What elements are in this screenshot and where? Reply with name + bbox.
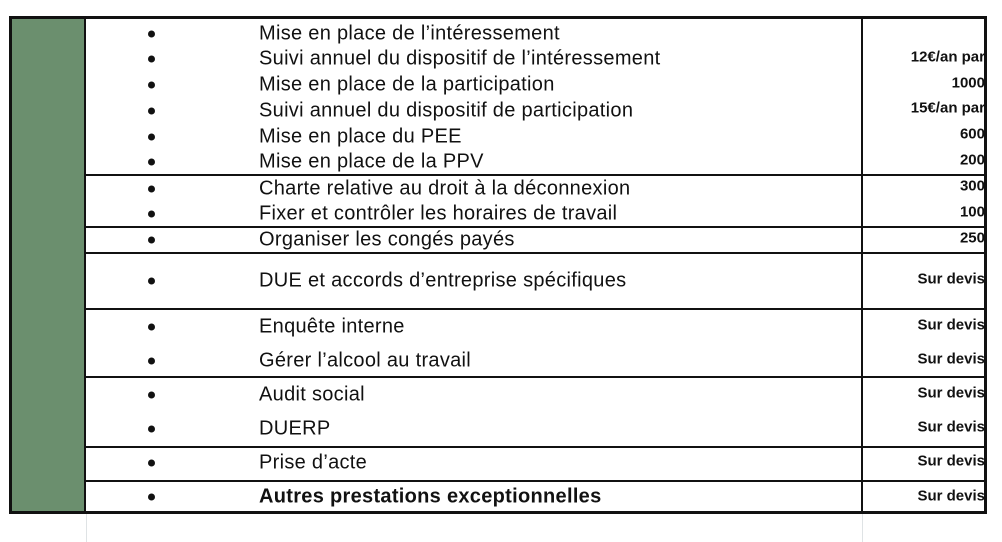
- price-cell: 250: [959, 229, 985, 247]
- bullet-icon: [148, 426, 155, 433]
- service-label: DUERP: [259, 417, 331, 440]
- table-row: [86, 176, 862, 202]
- bullet-icon: [148, 56, 155, 63]
- service-label: Charte relative au droit à la déconnexion: [259, 177, 631, 200]
- service-label: Audit social: [259, 383, 365, 406]
- table-row: [86, 72, 862, 98]
- service-label: Mise en place du PEE: [259, 125, 462, 148]
- service-label: Suivi annuel du dispositif de l’intéressement: [259, 47, 661, 70]
- price-cell: Sur devis: [917, 384, 985, 402]
- table-row: [86, 98, 862, 124]
- price-cell: 200: [959, 151, 985, 169]
- price-cell: Sur devis: [917, 316, 985, 334]
- table-row: [86, 149, 862, 175]
- service-label: Enquête interne: [259, 315, 405, 338]
- price-cell: 300: [959, 177, 985, 195]
- bullet-icon: [148, 358, 155, 365]
- service-label: Mise en place de la participation: [259, 73, 555, 96]
- faint-gridline: [86, 514, 87, 542]
- bullet-icon: [148, 134, 155, 141]
- price-cell: Sur devis: [917, 270, 985, 288]
- bullet-icon: [148, 211, 155, 218]
- section-divider: [85, 446, 987, 448]
- bullet-icon: [148, 82, 155, 89]
- bullet-icon: [148, 108, 155, 115]
- table-row: [86, 382, 862, 408]
- table-row: [86, 227, 862, 253]
- table-row: [86, 348, 862, 374]
- price-cell: Sur devis: [917, 487, 985, 505]
- table-row: [86, 314, 862, 340]
- price-cell: 15€/an par: [910, 99, 985, 117]
- table-row: [86, 46, 862, 72]
- service-label: Mise en place de l’intéressement: [259, 22, 560, 45]
- price-cell: 12€/an par: [910, 48, 985, 66]
- service-label: Suivi annuel du dispositif de participation: [259, 99, 634, 122]
- service-label: Gérer l’alcool au travail: [259, 349, 472, 372]
- bullet-icon: [148, 324, 155, 331]
- service-label: Autres prestations exceptionnelles: [259, 485, 602, 508]
- service-label: Fixer et contrôler les horaires de travail: [259, 202, 618, 225]
- bullet-icon: [148, 159, 155, 166]
- bullet-icon: [148, 494, 155, 501]
- table-row: [86, 484, 862, 510]
- price-cell: 1000: [951, 74, 985, 92]
- table-row: [86, 268, 862, 294]
- bullet-icon: [148, 460, 155, 467]
- table-row: [86, 201, 862, 227]
- price-cell: Sur devis: [917, 350, 985, 368]
- bullet-icon: [148, 31, 155, 38]
- price-cell: 600: [959, 125, 985, 143]
- section-divider: [85, 480, 987, 482]
- section-divider: [85, 308, 987, 310]
- service-label: Organiser les congés payés: [259, 228, 515, 251]
- bullet-icon: [148, 278, 155, 285]
- service-label: Prise d’acte: [259, 451, 368, 474]
- side-color-band: [12, 19, 84, 511]
- faint-gridline: [862, 514, 863, 542]
- table-row: [86, 21, 862, 47]
- service-label: Mise en place de la PPV: [259, 150, 484, 173]
- service-label: DUE et accords d’entreprise spécifiques: [259, 269, 627, 292]
- price-cell: 100: [959, 203, 985, 221]
- bullet-icon: [148, 186, 155, 193]
- price-cell: Sur devis: [917, 418, 985, 436]
- price-cell: Sur devis: [917, 452, 985, 470]
- section-divider: [85, 376, 987, 378]
- table-row: [86, 450, 862, 476]
- bullet-icon: [148, 237, 155, 244]
- table-row: [86, 416, 862, 442]
- table-row: [86, 124, 862, 150]
- bullet-icon: [148, 392, 155, 399]
